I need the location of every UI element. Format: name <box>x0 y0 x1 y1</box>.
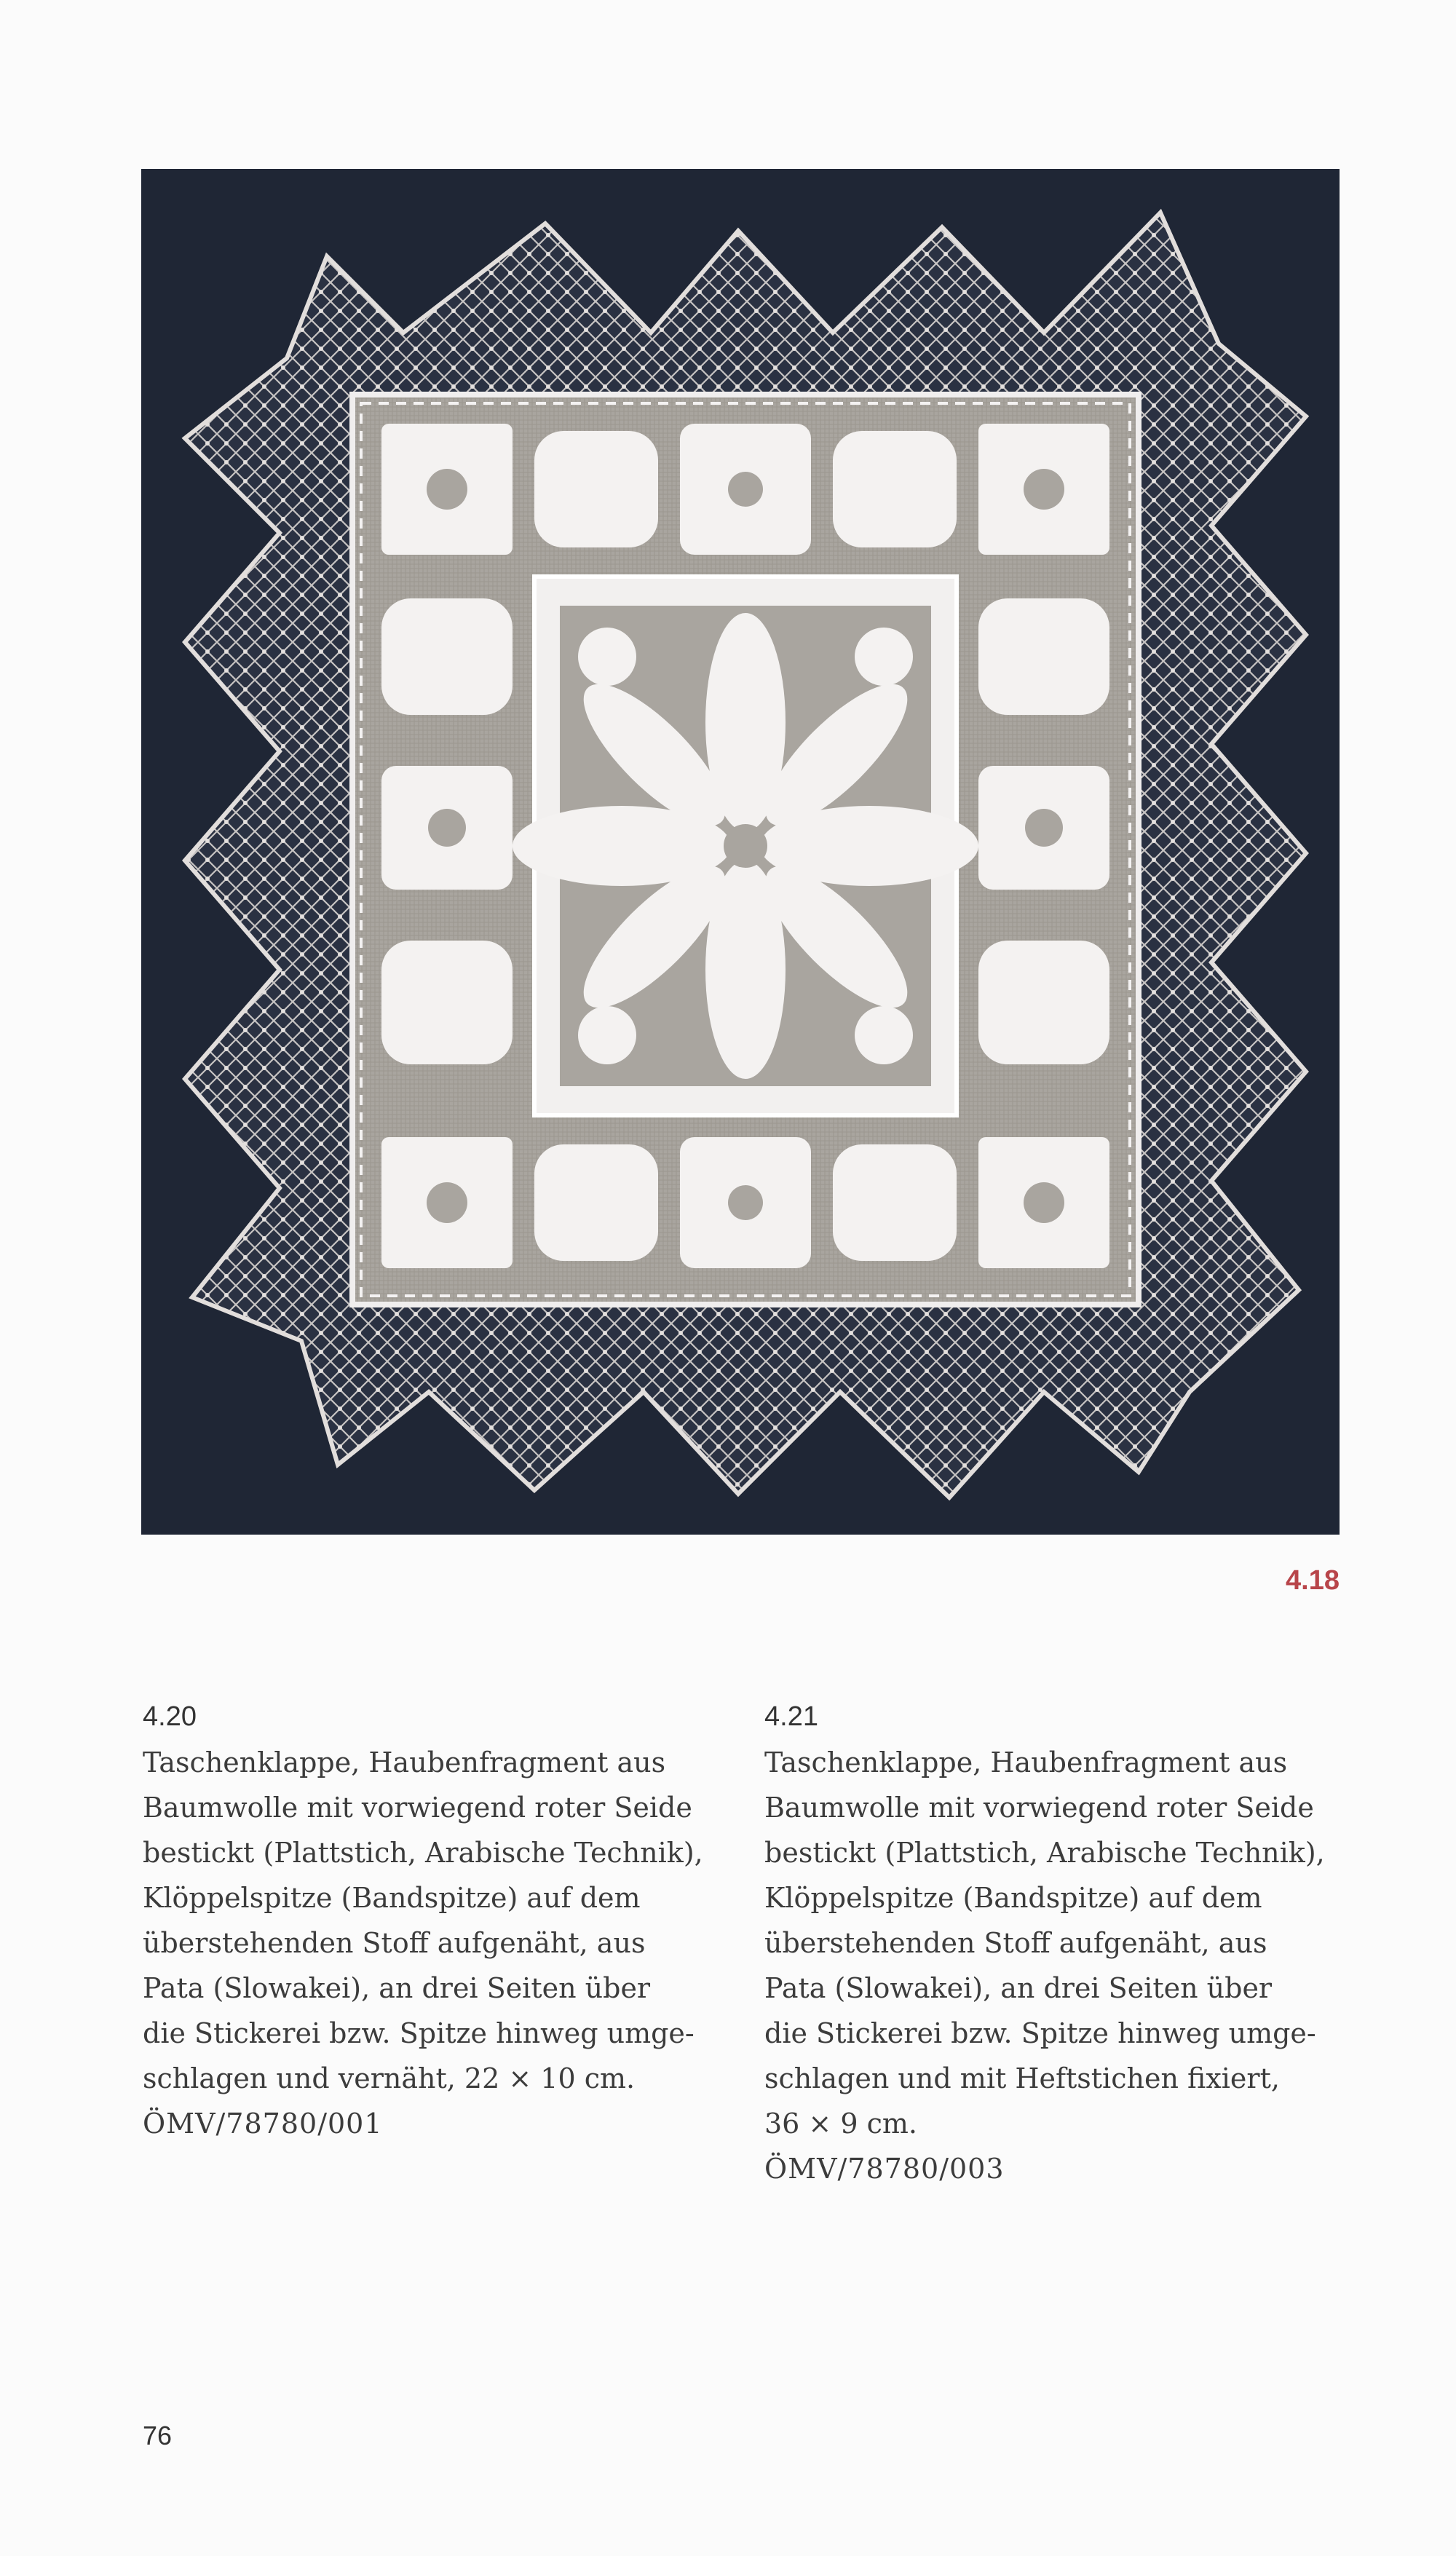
caption-4-21 <box>764 1696 1361 2191</box>
caption-line: überstehenden Stoff aufgenäht, aus <box>143 1927 646 1959</box>
caption-line: schlagen und mit Heftstichen fixiert, <box>764 2062 1280 2094</box>
caption-line: Baumwolle mit vorwiegend roter Seide <box>143 1792 692 1824</box>
caption-line: Taschenklappe, Haubenfragment aus <box>764 1746 1288 1778</box>
caption-number: 4.20 <box>143 1701 197 1732</box>
inventory-number: ÖMV/78780/003 <box>764 2153 1005 2185</box>
lace-doily-photo <box>141 169 1340 1535</box>
caption-4-20 <box>143 1696 740 2146</box>
caption-line: die Stickerei bzw. Spitze hinweg umge- <box>143 2017 695 2049</box>
page-number: 76 <box>143 2421 173 2450</box>
caption-line: Taschenklappe, Haubenfragment aus <box>143 1746 666 1778</box>
caption-line: Pata (Slowakei), an drei Seiten über <box>143 1972 651 2004</box>
caption-line: Baumwolle mit vorwiegend roter Seide <box>764 1792 1314 1824</box>
caption-text <box>143 1740 740 2146</box>
caption-line: bestickt (Plattstich, Arabische Technik), <box>143 1837 703 1869</box>
caption-line: überstehenden Stoff aufgenäht, aus <box>764 1927 1267 1959</box>
caption-line: schlagen und vernäht, 22 × 10 cm. <box>143 2062 636 2094</box>
inventory-number: ÖMV/78780/001 <box>143 2108 383 2140</box>
lace-doily-illustration <box>141 169 1340 1535</box>
caption-line: Klöppelspitze (Bandspitze) auf dem <box>143 1882 641 1914</box>
caption-line: Pata (Slowakei), an drei Seiten über <box>764 1972 1273 2004</box>
figure-number: 4.18 <box>1286 1565 1340 1596</box>
caption-number: 4.21 <box>764 1701 818 1732</box>
caption-line: Klöppelspitze (Bandspitze) auf dem <box>764 1882 1262 1914</box>
caption-line: 36 × 9 cm. <box>764 2108 918 2140</box>
caption-line: die Stickerei bzw. Spitze hinweg umge- <box>764 2017 1316 2049</box>
caption-text <box>764 1740 1361 2191</box>
caption-line: bestickt (Plattstich, Arabische Technik), <box>764 1837 1325 1869</box>
